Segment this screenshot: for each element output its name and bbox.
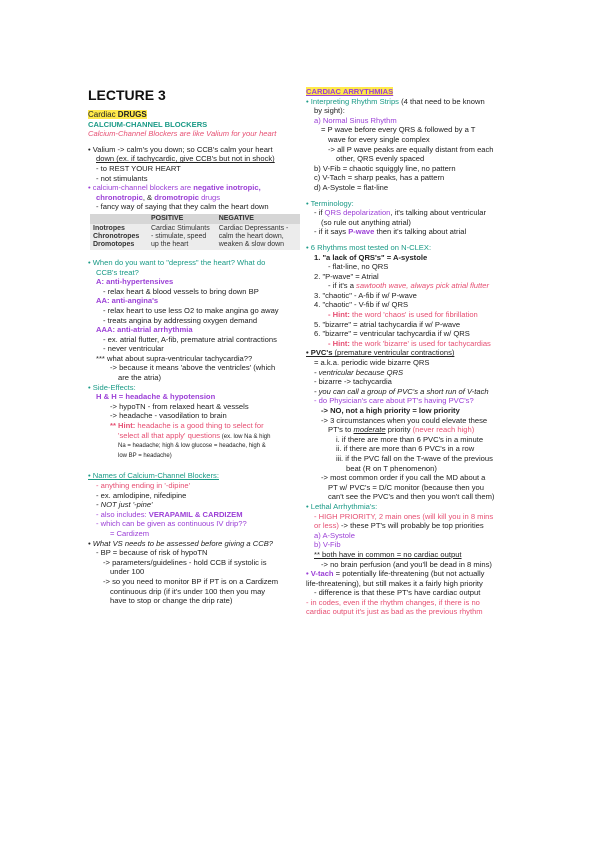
aa-item-1: - relax heart to use less O2 to make angina go away bbox=[103, 305, 279, 315]
term1-qrs: QRS depolarization bbox=[324, 208, 391, 218]
irs-line-1 bbox=[306, 97, 524, 107]
six-5: 5. "bizarre" = atrial tachycardia if w/ P-wave bbox=[314, 319, 461, 329]
names-verapamil: VERAPAMIL & CARDIZEM bbox=[148, 509, 243, 519]
right-column bbox=[306, 87, 524, 617]
six2a-pre: - if it's a bbox=[328, 281, 357, 291]
names-title: • Names of Calcium-Channel Blockers: bbox=[88, 471, 219, 481]
vtach-label: • V-tach bbox=[306, 569, 334, 579]
svt-answer-1: -> because it means 'above the ventricles' (which bbox=[110, 363, 276, 373]
negative-line-2 bbox=[88, 193, 310, 203]
pvc-11: iii. if the PVC fall on the T-wave of the previous bbox=[336, 453, 493, 463]
term-line-1 bbox=[306, 208, 524, 218]
pvc-9: i. if there are more than 6 PVC's in a minute bbox=[336, 434, 484, 444]
lethal2-text: -> these PT's will probably be top priorities bbox=[338, 521, 484, 531]
names-line-1: - anything ending in '-dipine' bbox=[96, 481, 191, 490]
vs-line-2: - BP = because of risk of hypoTN bbox=[96, 548, 208, 558]
six-3: 3. "chaotic" - A-fib if w/ P-wave bbox=[314, 290, 417, 300]
pvc-15: can't see the PVC's and then you won't call them) bbox=[328, 492, 495, 502]
hint-ex: (ex. low Na & high bbox=[220, 433, 271, 440]
vtach-line-2: life-threatening), but still makes it a fairly high priority bbox=[306, 578, 483, 588]
pvc-3: - bizarre -> tachycardia bbox=[314, 377, 392, 387]
term3-post: then it's talking about atrial bbox=[374, 227, 467, 237]
table-positive-cell: Cardiac Stimulants - stimulate, speed up the heart bbox=[148, 224, 216, 250]
pvc-7: -> 3 circumstances when you could elevate these bbox=[321, 415, 488, 425]
inotrope-table bbox=[90, 214, 300, 250]
pvc-6: -> NO, not a high priority = low priority bbox=[321, 406, 460, 415]
six4-hint-label: - Hint: bbox=[328, 310, 350, 320]
a-title: A: anti-hypertensives bbox=[96, 277, 174, 287]
lethal-title: • Lethal Arrhythmia's: bbox=[306, 501, 378, 511]
lecture-title: LECTURE 3 bbox=[88, 87, 166, 103]
six-2: 2. "P-wave" = Atrial bbox=[314, 271, 379, 281]
vs-line-7: have to stop or change the drip rate) bbox=[110, 596, 233, 606]
names-line-4 bbox=[88, 510, 310, 520]
six-1a: - flat-line, no QRS bbox=[328, 262, 389, 272]
aaa-item-2: - never ventricular bbox=[103, 344, 164, 354]
term-line-3 bbox=[306, 227, 524, 237]
names-line-6: = Cardizem bbox=[110, 528, 150, 538]
lethal2-pink: or less) bbox=[314, 521, 339, 531]
ccb-title: CALCIUM-CHANNEL BLOCKERS bbox=[88, 119, 208, 129]
vs-line-5: -> so you need to monitor BP if PT is on a Cardizem bbox=[103, 576, 279, 586]
neg-inotropic: negative inotropic, bbox=[193, 183, 261, 193]
pvc8-moderate: moderate bbox=[353, 425, 386, 435]
row-dromotopes: Dromotopes bbox=[93, 240, 135, 248]
pvc-14: PT w/ PVC's = D/C monitor (because then you bbox=[328, 482, 484, 492]
pvc-title-2: (premature ventricular contractions) bbox=[332, 348, 455, 358]
h-and-h: H & H = headache & hypotension bbox=[96, 392, 216, 402]
hint-line-4: low BP = headache) bbox=[118, 452, 172, 459]
pvc8-never: (never reach high) bbox=[412, 425, 475, 435]
terminology-title: • Terminology: bbox=[306, 198, 354, 208]
irs-suffix: (4 that need to be known bbox=[398, 96, 485, 106]
hypotension-line: -> hypoTN - from relaxed heart & vessels bbox=[110, 401, 249, 411]
lethal-b: b) V-Fib bbox=[314, 540, 341, 550]
neg-drugs: drugs bbox=[198, 192, 221, 202]
arrhythmias-title-text: CARDIAC ARRYTHMIAS bbox=[306, 87, 394, 96]
table-negative-cell: Cardiac Depressants - calm the heart down, weaken & slow down bbox=[216, 224, 300, 250]
aaa-title: AAA: anti-atrial arrhythmia bbox=[96, 325, 193, 335]
vtach-line: c) V-Tach = sharp peaks, has a pattern bbox=[314, 173, 445, 183]
pvc-8 bbox=[306, 425, 524, 435]
hint-line-3: Na = headache; high & low glucose = headache, high & bbox=[118, 443, 266, 450]
names-line-2: - ex. amlodipine, nifedipine bbox=[96, 490, 187, 500]
both-line: ** both have in common = no cardiac output bbox=[314, 549, 462, 559]
aa-title: AA: anti-angina's bbox=[96, 296, 159, 306]
both-line-2: -> no brain perfusion (and you'll be dead in 8 mins) bbox=[321, 559, 492, 569]
cardiac-prefix: Cardiac bbox=[88, 110, 118, 119]
vs-line-4: under 100 bbox=[110, 567, 145, 577]
cardiac-drugs-heading bbox=[88, 110, 310, 120]
term1-post: , it's talking about ventricular bbox=[390, 208, 486, 218]
names-includes: - also includes: bbox=[96, 509, 149, 519]
valium-line-4: - not stimulants bbox=[96, 173, 148, 183]
fancy-line: - fancy way of saying that they calm the heart down bbox=[96, 202, 269, 212]
drugs-word: DRUGS bbox=[117, 110, 147, 119]
lethal-1: - HIGH PRIORITY, 2 main ones (will kill you in 8 mins bbox=[314, 511, 494, 521]
neg-chronotropic: chronotropic bbox=[96, 192, 143, 202]
depress-line-1: • When do you want to "depress" the heart? What do bbox=[88, 257, 266, 267]
vs-line-6: continuous drip (if it's under 100 then you may bbox=[110, 586, 266, 596]
pvc-4: - you can call a group of PVC's a short run of V-tach bbox=[314, 386, 489, 396]
codes-line-2: cardiac output it's just as bad as the previous rhythm bbox=[306, 607, 483, 617]
side-effects-title: • Side-Effects: bbox=[88, 382, 136, 392]
hint-label: ** Hint: bbox=[110, 421, 136, 431]
term1-pre: - if bbox=[314, 208, 325, 218]
pvc-10: ii. if there are more than 6 PVC's in a row bbox=[336, 444, 475, 454]
neg-prefix: • calcium-channel blockers are bbox=[88, 183, 194, 193]
six6-hint-text: the work 'bizarre' is used for tachycardias bbox=[349, 338, 491, 348]
aa-item-2: - treats angina by addressing oxygen demand bbox=[103, 315, 258, 325]
six-6: 6. "bizarre" = ventricular tachycardia if w/ QRS bbox=[314, 329, 470, 339]
row-chronotropes: Chronotropes bbox=[93, 232, 140, 240]
six-2a bbox=[306, 281, 524, 291]
valium-line-2: down (ex. if tachycardic, give CCB's but not in shock) bbox=[96, 154, 275, 164]
hint-line-1 bbox=[88, 421, 310, 431]
six-4: 4. "chaotic" - V-fib if w/ QRS bbox=[314, 300, 409, 310]
valium-line-3: - to REST YOUR HEART bbox=[96, 163, 181, 173]
table-header-negative: NEGATIVE bbox=[216, 214, 300, 224]
hint-text: headache is a good thing to select for bbox=[135, 421, 264, 431]
hint-sata: 'select all that apply' questions bbox=[118, 430, 221, 440]
pvc-2: - ventricular because QRS bbox=[314, 367, 404, 377]
aaa-item-1: - ex. atrial flutter, A-fib, premature atrial contractions bbox=[103, 334, 277, 344]
pvc-13: -> most common order if you call the MD about a bbox=[321, 473, 486, 483]
vtach-line-3: - difference is that these PT's have cardiac output bbox=[314, 588, 481, 598]
nsr-line-1: = P wave before every QRS & followed by a T bbox=[321, 125, 476, 135]
names-line-3: - NOT just '-pine' bbox=[96, 500, 153, 510]
vs-line-3: -> parameters/guidelines - hold CCB if systolic is bbox=[103, 557, 267, 567]
lethal-a: a) A-Systole bbox=[314, 530, 355, 540]
codes-line-1: - in codes, even if the rhythm changes, if there is no bbox=[306, 597, 480, 607]
asystole-line: d) A-Systole = flat-line bbox=[314, 182, 389, 192]
pvc-12: beat (R on T phenomenon) bbox=[346, 463, 437, 473]
svt-question: *** what about supra-ventricular tachycardia?? bbox=[96, 353, 253, 363]
term-line-2: (so rule out anything atrial) bbox=[321, 217, 411, 227]
six-4-hint bbox=[306, 310, 524, 320]
pvc-5: - do Physician's care about PT's having PVC's? bbox=[314, 396, 474, 406]
nsr-line-3: -> all P wave peaks are equally distant from each bbox=[328, 144, 494, 154]
six-1: 1. "a lack of QRS's" = A-systole bbox=[314, 252, 428, 262]
six4-hint-text: the word 'chaos' is used for fibrillation bbox=[349, 310, 478, 320]
pvc8-pre: PT's to bbox=[328, 425, 354, 435]
pvc-1: = a.k.a. periodic wide bizarre QRS bbox=[314, 358, 430, 368]
valium-line-1: • Valium -> calm's you down; so CCB's calm your heart bbox=[88, 144, 273, 154]
hint-line-2 bbox=[88, 431, 310, 443]
nsr-title: a) Normal Sinus Rhythm bbox=[314, 115, 397, 125]
vtach-text: = potentially life-threatening (but not actually bbox=[333, 569, 485, 579]
depress-line-2: CCB's treat? bbox=[96, 267, 139, 277]
names-line-5: - which can be given as continuous IV drip?? bbox=[96, 519, 247, 529]
svt-answer-2: are the atria) bbox=[118, 373, 162, 383]
a-item: - relax heart & blood vessels to bring down BP bbox=[103, 286, 259, 296]
nsr-line-4: other, QRS evenly spaced bbox=[336, 154, 425, 164]
table-row-labels bbox=[90, 224, 148, 250]
nsr-line-2: wave for every single complex bbox=[328, 134, 430, 144]
six-6-hint bbox=[306, 339, 524, 349]
pvc-title-line bbox=[306, 348, 524, 358]
left-column bbox=[88, 87, 310, 606]
arrhythmias-title bbox=[306, 87, 524, 97]
vfib-line: b) V-Fib = chaotic squiggly line, no pattern bbox=[314, 163, 456, 173]
term3-pwave: P-wave bbox=[348, 227, 375, 237]
ccb-subtitle: Calcium-Channel Blockers are like Valium for your heart bbox=[88, 129, 277, 139]
pvc8-mid: priority bbox=[385, 425, 413, 435]
vs-line-1: • What VS needs to be assessed before giving a CCB? bbox=[88, 538, 274, 548]
table-header-positive: POSITIVE bbox=[148, 214, 216, 224]
irs-line-2: by sight): bbox=[314, 106, 345, 116]
vtach-line-1 bbox=[306, 569, 524, 579]
six-rhythms-title: • 6 Rhythms most tested on N-CLEX: bbox=[306, 242, 432, 252]
neg-dromotropic: dromotropic bbox=[154, 192, 199, 202]
pvc-title: • PVC's bbox=[306, 348, 333, 358]
six2a-sawtooth: sawtooth wave, always pick atrial flutter bbox=[356, 281, 489, 291]
term3-pre: - if it says bbox=[314, 227, 349, 237]
lethal-2 bbox=[306, 521, 524, 531]
row-inotropes: Inotropes bbox=[93, 224, 125, 232]
irs-title: • Interpreting Rhythm Strips bbox=[306, 96, 399, 106]
neg-amp: , & bbox=[142, 192, 155, 202]
headache-line: -> headache - vasodilation to brain bbox=[110, 411, 227, 421]
six6-hint-label: - Hint: bbox=[328, 338, 350, 348]
negative-line-1 bbox=[88, 183, 310, 193]
table-header-blank bbox=[90, 214, 148, 224]
